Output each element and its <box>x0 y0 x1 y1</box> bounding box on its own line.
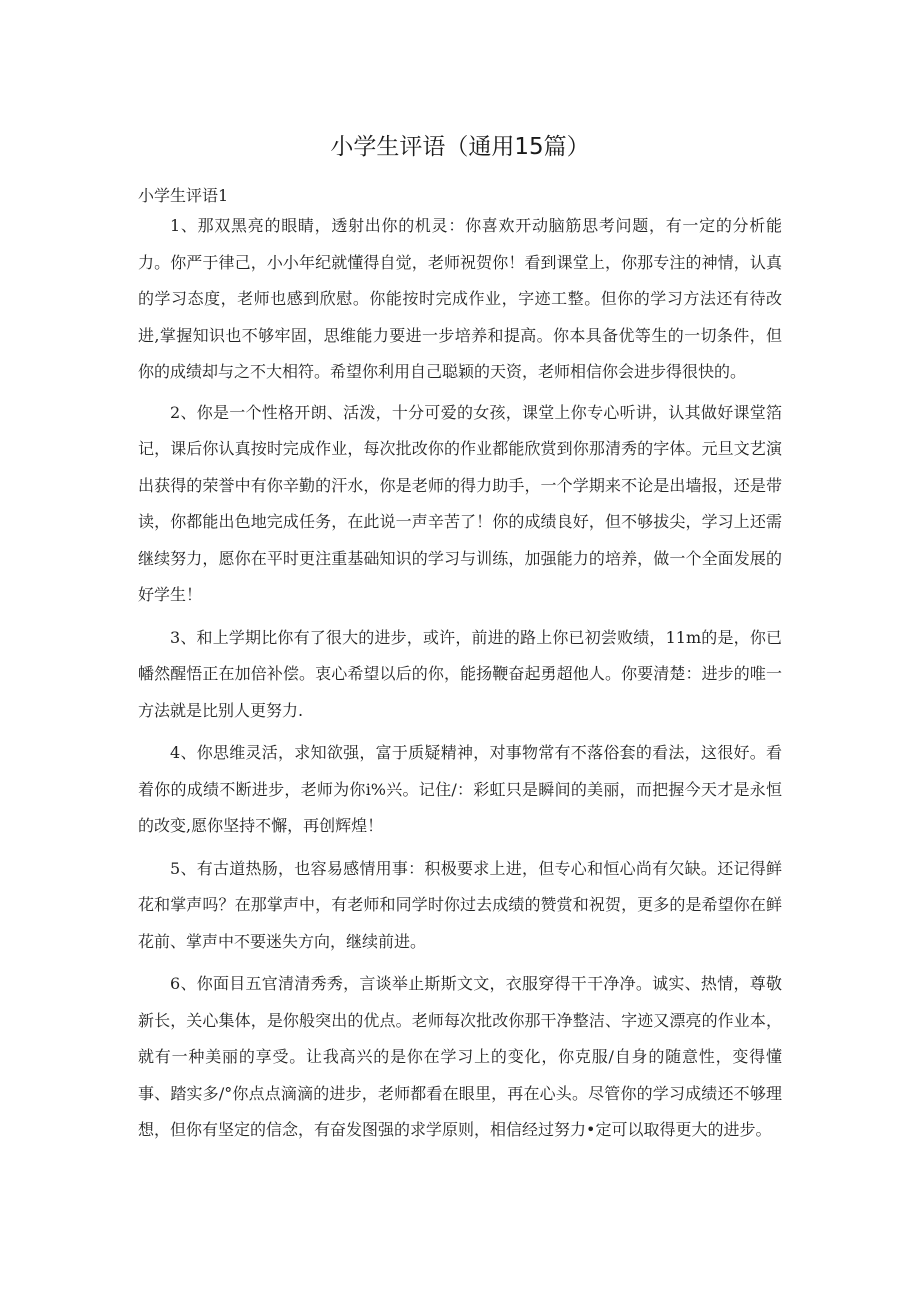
comment-paragraph-5: 5、有古道热肠，也容易感情用事：积极要求上进，但专心和恒心尚有欠缺。还记得鲜花和掌声吗？在那掌声中，有老师和同学时你过去成绩的赞赏和祝贺，更多的是希望你在鲜花前、掌声中不要迷失方向，继续前进。 <box>138 858 782 951</box>
document-title: 小学生评语（通用15篇） <box>330 134 590 160</box>
comment-paragraph-6: 6、你面目五官清清秀秀，言谈举止斯斯文文，衣服穿得干干净净。诚实、热情，尊敬新长，关心集体，是你般突出的优点。老师每次批改你那干净整洁、字迹又漂亮的作业本，就有一种美丽的享受。让我高兴的是你在学习上的变化，你克服/自身的随意性，变得懂事、踏实多/°你点点滴滴的进步，老师都看在眼里，再在心头。尽管你的学习成绩还不够理想，但你有坚定的信念，有奋发图强的求学原则，相信经过努力•定可以取得更大的进步。 <box>138 974 782 1139</box>
comment-paragraph-1: 1、那双黑亮的眼睛，透射出你的机灵：你喜欢开动脑筋思考问题，有一定的分析能力。你严于律己，小小年纪就懂得自觉，老师祝贺你！看到课堂上，你那专注的神情，认真的学习态度，老师也感到欣慰。你能按时完成作业，字迹工整。但你的学习方法还有待改进,掌握知识也不够牢固，思维能力要进一步培养和提高。你本具备优等生的一切条件，但你的成绩却与之不大相符。希望你利用自己聪颖的天资，老师相信你会进步得很快的。 <box>138 216 782 381</box>
document-body <box>138 208 782 1149</box>
comment-paragraph-3: 3、和上学期比你有了很大的进步，或许，前进的路上你已初尝败绩，11m的是，你已幡然醒悟正在加倍补偿。衷心希望以后的你，能扬鞭奋起勇超他人。你要清楚：进步的唯一方法就是比别人更努力. <box>138 627 782 720</box>
comment-paragraph-2: 2、你是一个性格开朗、活泼，十分可爱的女孩，课堂上你专心听讲，认其做好课堂箔记，课后你认真按时完成作业，每次批改你的作业都能欣赏到你那清秀的字体。元旦文艺演出获得的荣誉中有你辛勤的汗水，你是老师的得力助手，一个学期来不论是出墙报，还是带读，你都能出色地完成任务，在此说一声辛苦了！你的成绩良好，但不够拔尖，学习上还需继续努力，愿你在平时更注重基础知识的学习与训练，加强能力的培养，做一个全面发展的好学生！ <box>138 402 782 604</box>
comment-paragraph-4: 4、你思维灵活，求知欲强，富于质疑精神，对事物常有不落俗套的看法，这很好。看着你的成绩不断进步，老师为你i%兴。记住/：彩虹只是瞬间的美丽，而把握今天才是永恒的改变,愿你坚持不懈，再创辉煌！ <box>138 743 782 835</box>
section-heading: 小学生评语1 <box>138 186 229 205</box>
